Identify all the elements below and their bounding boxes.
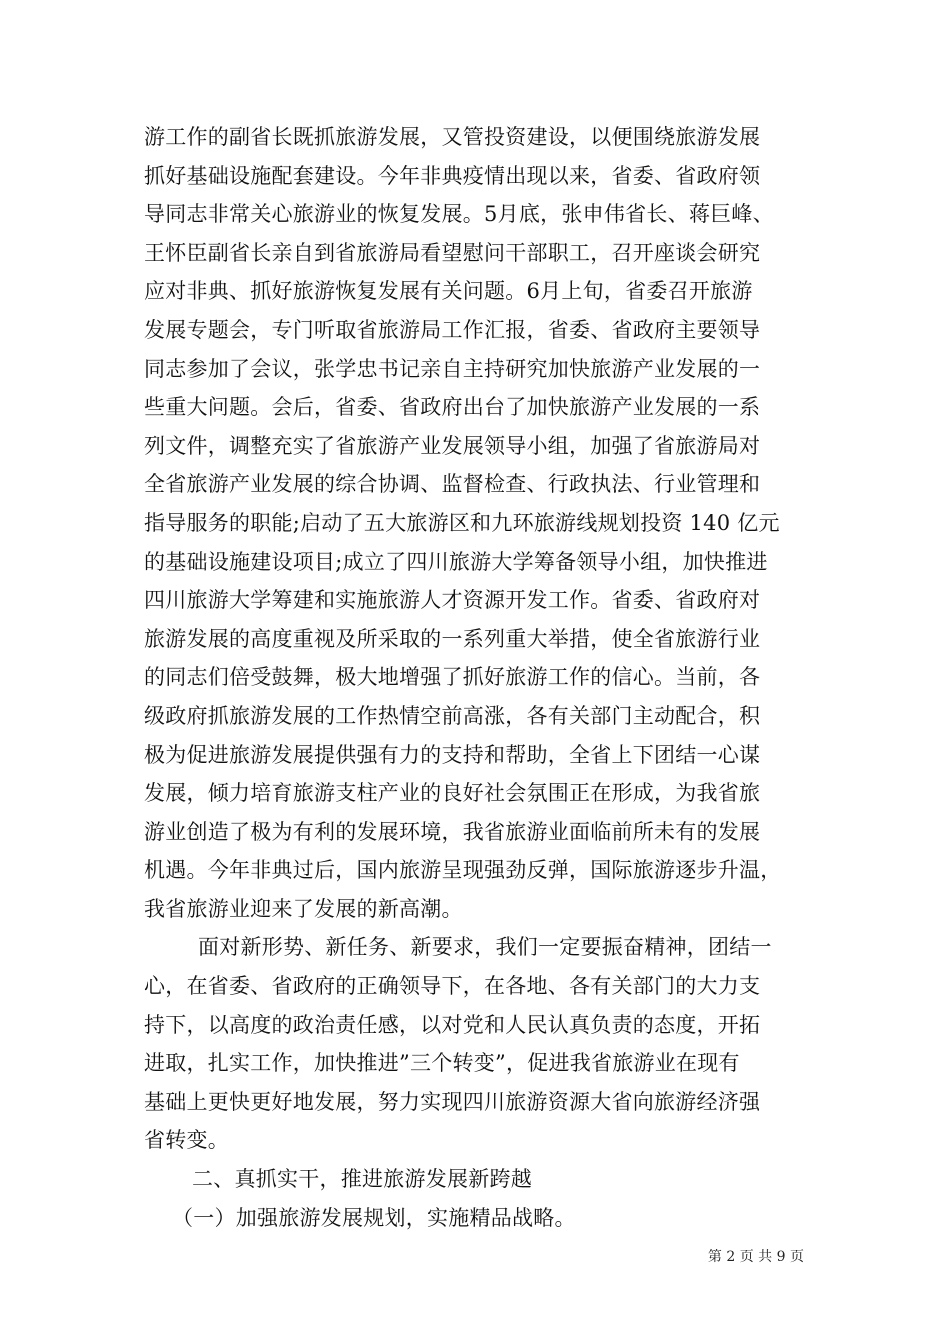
text-line: 级政府抓旅游发展的工作热情空前高涨，各有关部门主动配合，积 <box>144 703 761 728</box>
text-line: 发展，倾力培育旅游支柱产业的良好社会氛围正在形成，为我省旅 <box>144 781 761 806</box>
text-line: 省转变。 <box>144 1128 229 1153</box>
page-number-footer: 第 2 页 共 9 页 <box>707 1249 804 1265</box>
text-line: 些重大问题。会后，省委、省政府出台了加快旅游产业发展的一系 <box>144 395 761 420</box>
text-line: 导同志非常关心旅游业的恢复发展。5月底，张申伟省长、蒋巨峰、 <box>144 202 774 227</box>
section-heading: 二、真抓实干，推进旅游发展新跨越 <box>192 1167 532 1192</box>
text-line: 进取，扎实工作，加快推进”三个转变”，促进我省旅游业在现有 <box>144 1051 740 1076</box>
text-line: 游业创造了极为有利的发展环境，我省旅游业面临前所未有的发展 <box>144 819 761 844</box>
text-line: 应对非典、抓好旅游恢复发展有关问题。6月上旬，省委召开旅游 <box>144 279 753 304</box>
text-line: 旅游发展的高度重视及所采取的一系列重大举措，使全省旅游行业 <box>144 626 761 651</box>
text-line: 基础上更快更好地发展，努力实现四川旅游资源大省向旅游经济强 <box>144 1089 761 1114</box>
text-line: 的同志们倍受鼓舞，极大地增强了抓好旅游工作的信心。当前，各 <box>144 665 761 690</box>
text-line: 我省旅游业迎来了发展的新高潮。 <box>144 896 463 921</box>
text-line: 游工作的副省长既抓旅游发展，又管投资建设，以便围绕旅游发展 <box>144 125 761 149</box>
text-line: 发展专题会，专门听取省旅游局工作汇报，省委、省政府主要领导 <box>144 317 761 342</box>
text-line: 抓好基础设施配套建设。今年非典疫情出现以来，省委、省政府领 <box>144 163 761 188</box>
document-body <box>144 118 816 1237</box>
text-line: 极为促进旅游发展提供强有力的支持和帮助，全省上下团结一心谋 <box>144 742 761 767</box>
text-line: 持下，以高度的政治责任感，以对党和人民认真负责的态度，开拓 <box>144 1012 761 1037</box>
text-line: 指导服务的职能;启动了五大旅游区和九环旅游线规划投资 140 亿元 <box>144 510 780 535</box>
text-line: 心，在省委、省政府的正确领导下，在各地、各有关部门的大力支 <box>144 974 761 999</box>
text-line: 机遇。今年非典过后，国内旅游呈现强劲反弹，国际旅游逐步升温， <box>144 858 782 883</box>
text-line: 同志参加了会议，张学忠书记亲自主持研究加快旅游产业发展的一 <box>144 356 761 381</box>
text-line: 列文件，调整充实了省旅游产业发展领导小组，加强了省旅游局对 <box>144 433 761 458</box>
text-line: 全省旅游产业发展的综合协调、监督检查、行政执法、行业管理和 <box>144 472 761 497</box>
text-line: 的基础设施建设项目;成立了四川旅游大学筹备领导小组，加快推进 <box>144 549 768 574</box>
text-line: 四川旅游大学筹建和实施旅游人才资源开发工作。省委、省政府对 <box>144 588 761 613</box>
paragraph-start-line: 面对新形势、新任务、新要求，我们一定要振奋精神，团结一 <box>198 935 772 960</box>
subsection-heading: （一）加强旅游发展规划，实施精品战略。 <box>172 1205 576 1230</box>
text-line: 王怀臣副省长亲自到省旅游局看望慰问干部职工，召开座谈会研究 <box>144 240 761 265</box>
